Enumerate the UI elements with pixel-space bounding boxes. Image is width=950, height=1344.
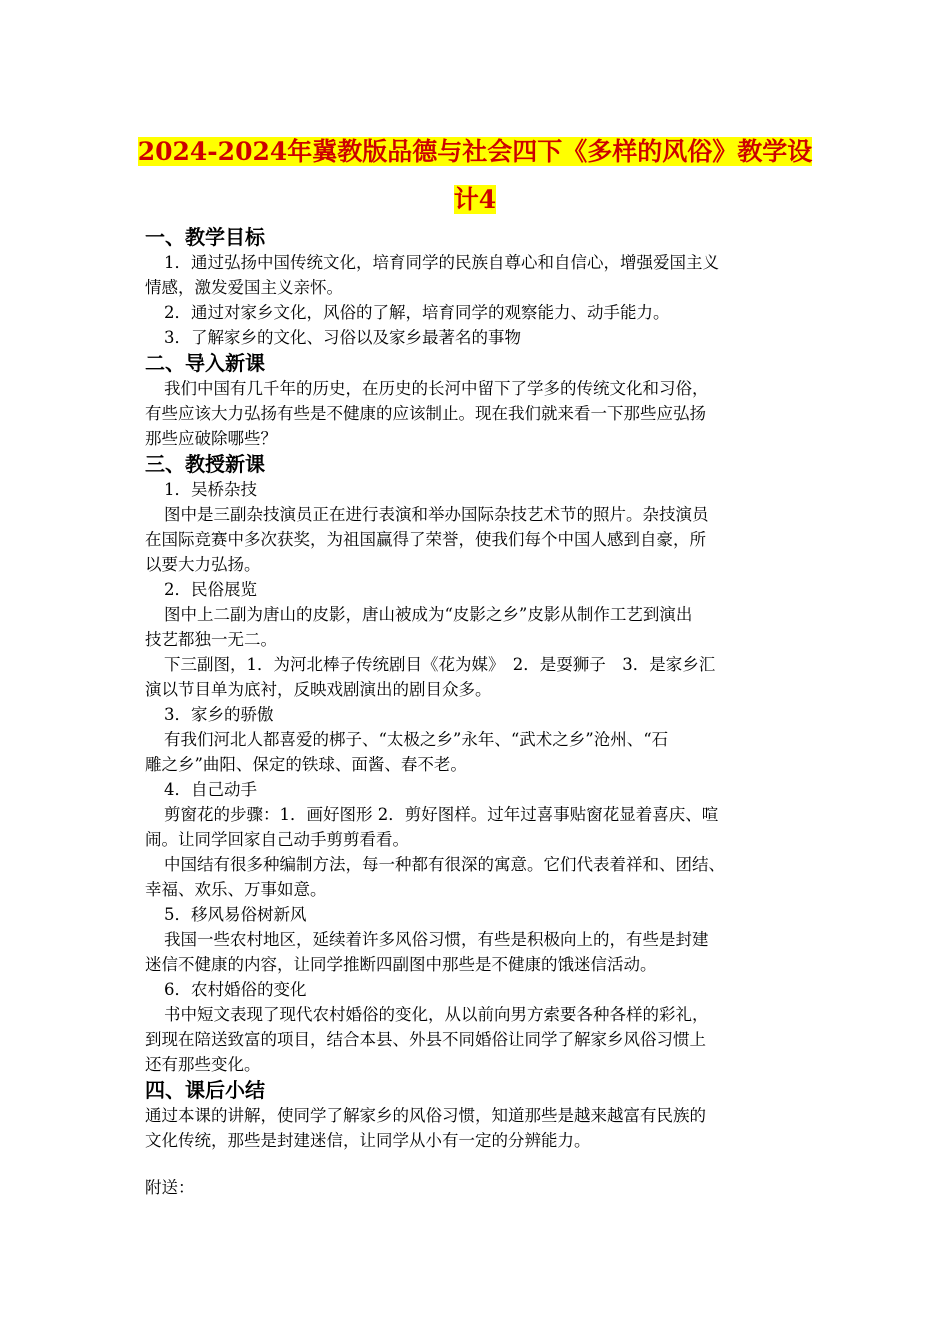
subheading: 3．家乡的骄傲 (164, 705, 274, 724)
paragraph-line: 技艺都独一无二。 (145, 630, 277, 649)
paragraph-line: 有些应该大力弘扬有些是不健康的应该制止。现在我们就来看一下那些应弘扬 (145, 404, 706, 423)
section-heading-objectives: 一、教学目标 (145, 225, 265, 249)
paragraph-line: 还有那些变化。 (145, 1055, 261, 1074)
paragraph-line: 3．了解家乡的文化、习俗以及家乡最著名的事物 (164, 328, 521, 347)
subheading: 5．移风易俗树新风 (164, 905, 307, 924)
document-title-line-1: 2024-2024年冀教版品德与社会四下《多样的风俗》教学设 (137, 137, 813, 166)
paragraph-line: 闹。让同学回家自己动手剪剪看看。 (145, 830, 409, 849)
paragraph-line: 以要大力弘扬。 (145, 555, 261, 574)
paragraph-line: 1．通过弘扬中国传统文化，培育同学的民族自尊心和自信心，增强爱国主义 (164, 253, 719, 272)
spacer (145, 1153, 815, 1175)
paragraph-line: 幸福、欢乐、万事如意。 (145, 880, 327, 899)
paragraph-line: 剪窗花的步骤：1．画好图形 2．剪好图样。过年过喜事贴窗花显着喜庆、喧 (164, 805, 719, 824)
paragraph-line: 迷信不健康的内容，让同学推断四副图中那些是不健康的饿迷信活动。 (145, 955, 657, 974)
section-heading-teaching: 三、教授新课 (145, 452, 265, 476)
paragraph-line: 雕之乡”曲阳、保定的铁球、面酱、春不老。 (145, 755, 467, 774)
paragraph-line: 那些应破除哪些？ (145, 429, 277, 448)
subheading: 4．自己动手 (164, 780, 257, 799)
paragraph-line: 书中短文表现了现代农村婚俗的变化，从以前向男方索要各种各样的彩礼， (164, 1005, 709, 1024)
subheading: 6．农村婚俗的变化 (164, 980, 307, 999)
paragraph-line: 在国际竞赛中多次获奖，为祖国赢得了荣誉，使我们每个中国人感到自豪，所 (145, 530, 706, 549)
footer-note: 附送： (145, 1178, 195, 1197)
paragraph-line: 2．通过对家乡文化，风俗的了解，培育同学的观察能力、动手能力。 (164, 303, 670, 322)
subheading: 1．吴桥杂技 (164, 480, 257, 499)
document-title-line-2: 计4 (453, 185, 497, 214)
paragraph-line: 到现在陪送致富的项目，结合本县、外县不同婚俗让同学了解家乡风俗习惯上 (145, 1030, 706, 1049)
paragraph-line: 中国结有很多种编制方法，每一种都有很深的寓意。它们代表着祥和、团结、 (164, 855, 725, 874)
section-heading-summary: 四、课后小结 (145, 1078, 265, 1102)
paragraph-line: 文化传统，那些是封建迷信，让同学从小有一定的分辨能力。 (145, 1131, 591, 1150)
document-body (145, 224, 815, 1200)
paragraph-line: 演以节目单为底衬，反映戏剧演出的剧目众多。 (145, 680, 492, 699)
paragraph-line: 我国一些农村地区，延续着许多风俗习惯，有些是积极向上的，有些是封建 (164, 930, 709, 949)
paragraph-line: 图中是三副杂技演员正在进行表演和举办国际杂技艺术节的照片。杂技演员 (164, 505, 709, 524)
subheading: 2．民俗展览 (164, 580, 257, 599)
paragraph-line: 图中上二副为唐山的皮影，唐山被成为“皮影之乡”皮影从制作工艺到演出 (164, 605, 693, 624)
paragraph-line: 通过本课的讲解，使同学了解家乡的风俗习惯，知道那些是越来越富有民族的 (145, 1106, 706, 1125)
paragraph-line: 情感，激发爱国主义亲怀。 (145, 278, 343, 297)
paragraph-line: 下三副图，1．为河北棒子传统剧目《花为媒》 2．是耍狮子 3．是家乡汇 (164, 655, 716, 674)
section-heading-introduction: 二、导入新课 (145, 351, 265, 375)
paragraph-line: 有我们河北人都喜爱的梆子、“太极之乡”永年、“武术之乡”沧州、“石 (164, 730, 669, 749)
paragraph-line: 我们中国有几千年的历史，在历史的长河中留下了学多的传统文化和习俗， (164, 379, 709, 398)
